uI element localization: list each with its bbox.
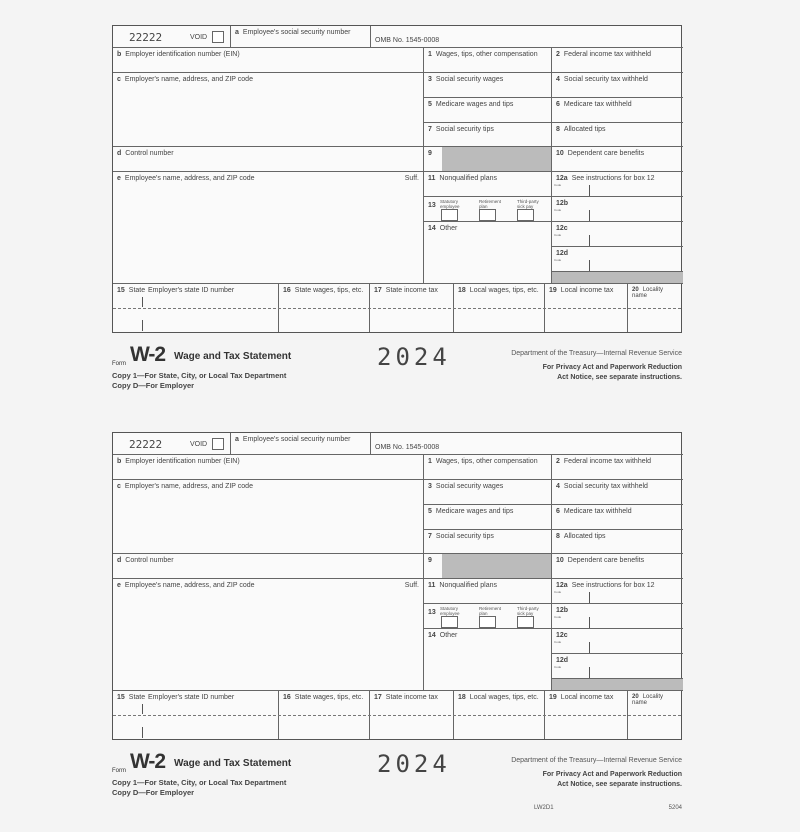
box-8[interactable] — [552, 530, 683, 554]
box-num: 2 — [556, 458, 560, 465]
box-12a[interactable] — [552, 579, 683, 604]
shaded-area — [552, 272, 683, 284]
state-divider — [142, 297, 143, 307]
box-label: Control number — [125, 557, 174, 564]
box-2[interactable] — [552, 48, 683, 73]
code-divider — [589, 185, 590, 196]
box-label: Locality name — [632, 694, 664, 706]
department-label: Department of the Treasury—Internal Revenue Service — [511, 350, 682, 357]
box-a-ssn[interactable] — [231, 433, 371, 455]
box-num: 12a — [556, 582, 568, 589]
form-number: W-2 — [130, 343, 166, 366]
box-num: d — [117, 150, 122, 157]
box-label: Medicare tax withheld — [563, 101, 632, 108]
privacy-line-1: For Privacy Act and Paperwork Reduction — [542, 364, 682, 371]
box-11[interactable] — [424, 172, 552, 197]
copy-d-label: Copy D—For Employer — [112, 381, 195, 390]
form-label: Form — [112, 768, 126, 774]
box-2[interactable] — [552, 455, 683, 480]
tax-year: 2024 — [377, 750, 451, 778]
box-12c[interactable] — [552, 222, 683, 247]
state-divider — [142, 727, 143, 738]
box-label: State — [128, 694, 146, 701]
box-label: Other — [439, 225, 458, 232]
box-8[interactable] — [552, 123, 683, 147]
form-footer — [112, 340, 682, 410]
box-d-control[interactable] — [113, 554, 424, 579]
box-label: Employer identification number (EIN) — [125, 458, 240, 465]
box-9 — [424, 554, 552, 579]
box-num: 9 — [428, 150, 432, 157]
form-number: W-2 — [130, 750, 166, 773]
box-label: Federal income tax withheld — [563, 458, 652, 465]
box-5[interactable] — [424, 98, 552, 123]
box-num: 5 — [428, 101, 432, 108]
box-e-employee[interactable] — [113, 172, 424, 284]
box-14[interactable] — [424, 629, 552, 691]
box-num: 18 — [458, 694, 466, 701]
box-label: Employer's state ID number — [148, 694, 235, 701]
box-label: Nonqualified plans — [439, 582, 498, 589]
control-code-box — [113, 26, 231, 48]
retirement-label: Retirement plan — [479, 199, 502, 209]
code-divider — [589, 667, 590, 678]
box-num: 12d — [556, 657, 569, 664]
privacy-line-2: Act Notice, see separate instructions. — [557, 781, 682, 788]
department-label: Department of the Treasury—Internal Revenue Service — [511, 757, 682, 764]
box-label: Social security wages — [435, 483, 504, 490]
code-divider — [589, 592, 590, 603]
box-label: Employer identification number (EIN) — [125, 51, 240, 58]
box-num: 19 — [549, 287, 557, 294]
omb-box — [371, 26, 683, 48]
box-num: 7 — [428, 533, 432, 540]
box-num: 1 — [428, 458, 432, 465]
box-6[interactable] — [552, 98, 683, 123]
retirement-label: Retirement plan — [479, 606, 502, 616]
box-num: 20 — [632, 287, 639, 293]
box-num: 15 — [117, 694, 125, 701]
box-num: b — [117, 458, 122, 465]
box-num: d — [117, 557, 122, 564]
box-label: Social security wages — [435, 76, 504, 83]
box-num: c — [117, 483, 121, 490]
statutory-label: Statutory employee — [440, 199, 460, 209]
box-label: Nonqualified plans — [439, 175, 498, 182]
box-num: 20 — [632, 694, 639, 700]
box-label: Other — [439, 632, 458, 639]
box-num: 3 — [428, 76, 432, 83]
box-b-ein[interactable] — [113, 455, 424, 480]
box-label: See instructions for box 12 — [571, 175, 655, 182]
box-num: 7 — [428, 126, 432, 133]
box-num: 8 — [556, 533, 560, 540]
box-4[interactable] — [552, 73, 683, 98]
privacy-line-1: For Privacy Act and Paperwork Reduction — [542, 771, 682, 778]
copy-1-label: Copy 1—For State, City, or Local Tax Department — [112, 778, 287, 787]
box-12d[interactable] — [552, 247, 683, 272]
code-label: Code — [554, 640, 562, 644]
shaded-area — [552, 679, 683, 691]
box-3[interactable] — [424, 73, 552, 98]
box-num: 17 — [374, 287, 382, 294]
tax-year: 2024 — [377, 343, 451, 371]
statutory-employee-checkbox[interactable] — [441, 209, 458, 221]
box-label: State — [128, 287, 146, 294]
box-label: Employer's state ID number — [148, 287, 235, 294]
state-divider — [142, 320, 143, 331]
catalog-number: 5204 — [668, 805, 682, 811]
box-10[interactable] — [552, 147, 683, 172]
box-label: Federal income tax withheld — [563, 51, 652, 58]
box-11[interactable] — [424, 579, 552, 604]
box-num: 16 — [283, 287, 291, 294]
suffix-label: Suff. — [404, 175, 419, 182]
form-label: Form — [112, 361, 126, 367]
box-6[interactable] — [552, 505, 683, 530]
box-12a[interactable] — [552, 172, 683, 197]
control-code-box — [113, 433, 231, 455]
box-num: 13 — [428, 202, 436, 209]
control-code: 22222 — [129, 438, 163, 451]
omb-number: OMB No. 1545-0008 — [375, 37, 440, 44]
code-label: Code — [554, 665, 562, 669]
omb-number: OMB No. 1545-0008 — [375, 444, 440, 451]
third-party-sick-pay-checkbox[interactable] — [517, 616, 534, 628]
box-14[interactable] — [424, 222, 552, 284]
box-num: 13 — [428, 609, 436, 616]
box-label: Local wages, tips, etc. — [469, 287, 539, 294]
code-divider — [589, 642, 590, 653]
box-label: Locality name — [632, 287, 664, 299]
box-label: Medicare wages and tips — [435, 101, 514, 108]
box-num: 12c — [556, 225, 568, 232]
box-num: 16 — [283, 694, 291, 701]
box-1[interactable] — [424, 455, 552, 480]
box-label: Local income tax — [560, 287, 614, 294]
box-label: Social security tips — [435, 126, 494, 133]
w2-copy-top — [112, 25, 682, 425]
box-num: 12b — [556, 200, 569, 207]
code-divider — [589, 260, 590, 271]
suffix-label: Suff. — [404, 582, 419, 589]
void-label: VOID — [190, 34, 208, 41]
box-num: 2 — [556, 51, 560, 58]
box-12b[interactable] — [552, 604, 683, 629]
box-label: Local income tax — [560, 694, 614, 701]
box-4[interactable] — [552, 480, 683, 505]
box-label: Employer's name, address, and ZIP code — [124, 483, 253, 490]
box-num: 9 — [428, 557, 432, 564]
third-party-label: Third-party sick pay — [517, 199, 539, 209]
box-num: 8 — [556, 126, 560, 133]
copy-d-label: Copy D—For Employer — [112, 788, 195, 797]
retirement-plan-checkbox[interactable] — [479, 209, 496, 221]
box-num: 4 — [556, 483, 560, 490]
dashed-separator — [113, 308, 681, 309]
retirement-plan-checkbox[interactable] — [479, 616, 496, 628]
third-party-sick-pay-checkbox[interactable] — [517, 209, 534, 221]
third-party-label: Third-party sick pay — [517, 606, 539, 616]
w2-copy-bottom — [112, 432, 682, 832]
control-code: 22222 — [129, 31, 163, 44]
box-num: 5 — [428, 508, 432, 515]
box-num: a — [235, 436, 239, 443]
box-label: Employee's social security number — [242, 436, 351, 443]
code-divider — [589, 235, 590, 246]
dashed-separator — [113, 715, 681, 716]
box-num: 3 — [428, 483, 432, 490]
box-num: 14 — [428, 225, 436, 232]
code-label: Code — [554, 208, 562, 212]
box-13 — [424, 197, 552, 222]
box-num: 6 — [556, 101, 560, 108]
form-footer — [112, 747, 682, 817]
box-label: Medicare wages and tips — [435, 508, 514, 515]
box-13 — [424, 604, 552, 629]
box-num: 1 — [428, 51, 432, 58]
box-num: 15 — [117, 287, 125, 294]
box-label: Local wages, tips, etc. — [469, 694, 539, 701]
box-label: Dependent care benefits — [567, 557, 645, 564]
w2-form-grid — [112, 25, 682, 333]
box-label: Medicare tax withheld — [563, 508, 632, 515]
code-label: Code — [554, 590, 562, 594]
statutory-label: Statutory employee — [440, 606, 460, 616]
void-checkbox[interactable] — [212, 438, 224, 450]
box-label: Social security tips — [435, 533, 494, 540]
box-e-employee[interactable] — [113, 579, 424, 691]
box-num: 10 — [556, 150, 564, 157]
box-num: 10 — [556, 557, 564, 564]
box-d-control[interactable] — [113, 147, 424, 172]
box-label: See instructions for box 12 — [571, 582, 655, 589]
box-label: Employee's name, address, and ZIP code — [124, 175, 255, 182]
box-num: 11 — [428, 175, 436, 182]
code-label: Code — [554, 233, 562, 237]
box-1[interactable] — [424, 48, 552, 73]
box-a-ssn[interactable] — [231, 26, 371, 48]
box-9 — [424, 147, 552, 172]
box-label: Employer's name, address, and ZIP code — [124, 76, 253, 83]
box-num: e — [117, 582, 121, 589]
box-num: 12b — [556, 607, 569, 614]
box-label: Allocated tips — [563, 533, 606, 540]
form-title: Wage and Tax Statement — [174, 758, 292, 769]
box-num: 4 — [556, 76, 560, 83]
code-label: Code — [554, 258, 562, 262]
code-divider — [589, 617, 590, 628]
statutory-employee-checkbox[interactable] — [441, 616, 458, 628]
code-label: Code — [554, 183, 562, 187]
box-num: b — [117, 51, 122, 58]
box-label: Allocated tips — [563, 126, 606, 133]
state-divider — [142, 704, 143, 714]
box-num: 18 — [458, 287, 466, 294]
box-3[interactable] — [424, 480, 552, 505]
box-num: 17 — [374, 694, 382, 701]
box-num: c — [117, 76, 121, 83]
box-10[interactable] — [552, 554, 683, 579]
box-num: e — [117, 175, 121, 182]
privacy-notice — [543, 770, 682, 790]
box-num: 6 — [556, 508, 560, 515]
box-label: Control number — [125, 150, 174, 157]
box-12d[interactable] — [552, 654, 683, 679]
box-label: Wages, tips, other compensation — [435, 51, 538, 58]
box-num: 12d — [556, 250, 569, 257]
box-num: 14 — [428, 632, 436, 639]
box-num: 12c — [556, 632, 568, 639]
box-label: State income tax — [385, 694, 438, 701]
box-num: 12a — [556, 175, 568, 182]
box-label: Social security tax withheld — [563, 76, 648, 83]
code-divider — [589, 210, 590, 221]
box-label: State income tax — [385, 287, 438, 294]
box-c-employer[interactable] — [113, 73, 424, 147]
box-12b[interactable] — [552, 197, 683, 222]
box-label: Dependent care benefits — [567, 150, 645, 157]
box-num: a — [235, 29, 239, 36]
box-12c[interactable] — [552, 629, 683, 654]
copy-1-label: Copy 1—For State, City, or Local Tax Department — [112, 371, 287, 380]
box-7[interactable] — [424, 530, 552, 554]
box-label: State wages, tips, etc. — [294, 694, 364, 701]
box-label: Social security tax withheld — [563, 483, 648, 490]
box-5[interactable] — [424, 505, 552, 530]
box-b-ein[interactable] — [113, 48, 424, 73]
void-label: VOID — [190, 441, 208, 448]
form-code: LW2D1 — [534, 805, 554, 811]
box-num: 11 — [428, 582, 436, 589]
box-num: 19 — [549, 694, 557, 701]
box-label: Employee's name, address, and ZIP code — [124, 582, 255, 589]
box-7[interactable] — [424, 123, 552, 147]
w2-form-grid — [112, 432, 682, 740]
box-label: State wages, tips, etc. — [294, 287, 364, 294]
form-title: Wage and Tax Statement — [174, 351, 292, 362]
privacy-notice — [543, 363, 682, 383]
omb-box — [371, 433, 683, 455]
void-checkbox[interactable] — [212, 31, 224, 43]
code-label: Code — [554, 615, 562, 619]
box-c-employer[interactable] — [113, 480, 424, 554]
privacy-line-2: Act Notice, see separate instructions. — [557, 374, 682, 381]
box-label: Employee's social security number — [242, 29, 351, 36]
box-label: Wages, tips, other compensation — [435, 458, 538, 465]
